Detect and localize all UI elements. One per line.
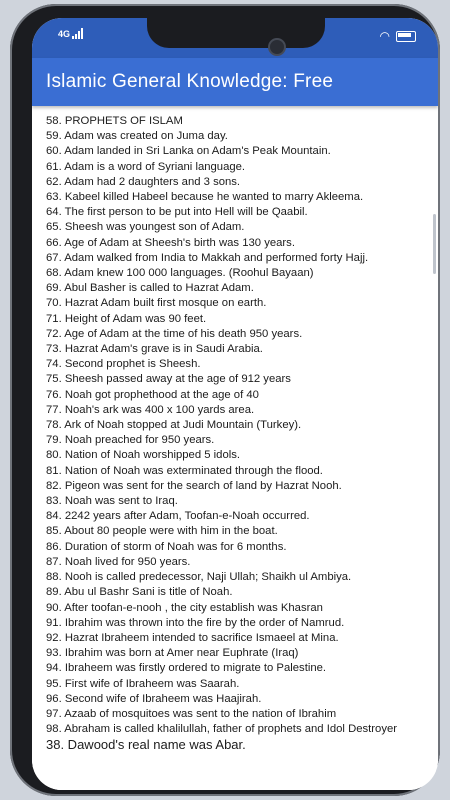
fact-item: 85. About 80 people were with him in the boat. <box>46 525 278 538</box>
fact-item: 72. Age of Adam at the time of his death 950 years. <box>46 327 303 340</box>
app-bar <box>32 58 438 106</box>
fact-item: 88. Nooh is called predecessor, Naji Ullah; Shaikh ul Ambiya. <box>46 571 352 584</box>
fact-item: 60. Adam landed in Sri Lanka on Adam's Peak Mountain. <box>46 145 331 158</box>
fact-item: 97. Azaab of mosquitoes was sent to the nation of Ibrahim <box>46 707 337 720</box>
fact-item: 96. Second wife of Ibraheem was Haajirah. <box>46 692 262 705</box>
fact-item: 64. The first person to be put into Hell will be Qaabil. <box>46 206 308 219</box>
fact-item: 90. After toofan-e-nooh , the city establish was Khasran <box>46 601 323 614</box>
fact-item: 59. Adam was created on Juma day. <box>46 130 228 143</box>
scrollbar[interactable] <box>433 214 436 274</box>
status-icons <box>380 30 416 42</box>
fact-item: 94. Ibraheem was firstly ordered to migrate to Palestine. <box>46 662 327 675</box>
fact-item: 74. Second prophet is Sheesh. <box>46 358 201 371</box>
fact-item: 62. Adam had 2 daughters and 3 sons. <box>46 175 241 188</box>
fact-item: 73. Hazrat Adam's grave is in Saudi Arabia. <box>46 343 263 356</box>
fact-item: 81. Nation of Noah was exterminated through the flood. <box>46 464 323 477</box>
fact-item: 80. Nation of Noah worshipped 5 idols. <box>46 449 241 462</box>
wifi-icon: ◠ <box>379 29 390 43</box>
fact-item: 66. Age of Adam at Sheesh's birth was 130 years. <box>46 236 295 249</box>
screen <box>32 18 438 790</box>
fact-item: 95. First wife of Ibraheem was Saarah. <box>46 677 240 690</box>
network-indicator <box>58 28 83 39</box>
fact-item: 58. PROPHETS OF ISLAM <box>46 115 183 127</box>
fact-item: 38. Dawood's real name was Abar. <box>46 737 246 753</box>
fact-item: 69. Abul Basher is called to Hazrat Adam. <box>46 282 254 295</box>
fact-item: 89. Abu ul Bashr Sani is title of Noah. <box>46 586 233 599</box>
fact-item: 77. Noah's ark was 400 x 100 yards area. <box>46 403 255 416</box>
bottom-fade <box>32 762 438 790</box>
fact-item: 75. Sheesh passed away at the age of 912 years <box>46 373 291 386</box>
battery-icon <box>396 31 416 42</box>
fact-item: 65. Sheesh was youngest son of Adam. <box>46 221 245 234</box>
fact-item: 91. Ibrahim was thrown into the fire by the order of Namrud. <box>46 616 345 629</box>
facts-list <box>32 114 438 753</box>
fact-item: 93. Ibrahim was born at Amer near Euphrate (Iraq) <box>46 647 299 660</box>
camera-notch <box>147 18 325 48</box>
fact-item: 83. Noah was sent to Iraq. <box>46 495 178 508</box>
fact-item: 84. 2242 years after Adam, Toofan-e-Noah occurred. <box>46 510 310 523</box>
fact-item: 79. Noah preached for 950 years. <box>46 434 215 447</box>
app-title: Islamic General Knowledge: Free <box>46 71 334 92</box>
fact-item: 98. Abraham is called khalilullah, father of prophets and Idol Destroyer <box>46 723 398 736</box>
fact-item: 78. Ark of Noah stopped at Judi Mountain (Turkey). <box>46 419 302 432</box>
fact-item: 63. Kabeel killed Habeel because he wanted to marry Akleema. <box>46 191 364 204</box>
fact-item: 71. Height of Adam was 90 feet. <box>46 312 207 325</box>
signal-icon <box>72 28 83 39</box>
fact-item: 68. Adam knew 100 000 languages. (Roohul Bayaan) <box>46 267 314 280</box>
camera-icon <box>268 38 286 56</box>
fact-item: 67. Adam walked from India to Makkah and performed forty Hajj. <box>46 251 369 264</box>
fact-item: 70. Hazrat Adam built first mosque on earth. <box>46 297 267 310</box>
fact-item: 82. Pigeon was sent for the search of land by Hazrat Nooh. <box>46 479 342 492</box>
network-label: 4G <box>58 29 71 39</box>
status-bar <box>32 18 438 58</box>
fact-item: 92. Hazrat Ibraheem intended to sacrifice Ismaeel at Mina. <box>46 631 339 644</box>
fact-item: 87. Noah lived for 950 years. <box>46 555 191 568</box>
phone-frame <box>10 4 440 796</box>
fact-item: 61. Adam is a word of Syriani language. <box>46 160 246 173</box>
fact-item: 76. Noah got prophethood at the age of 40 <box>46 388 259 401</box>
fact-item: 86. Duration of storm of Noah was for 6 months. <box>46 540 287 553</box>
facts-content[interactable] <box>32 114 438 790</box>
